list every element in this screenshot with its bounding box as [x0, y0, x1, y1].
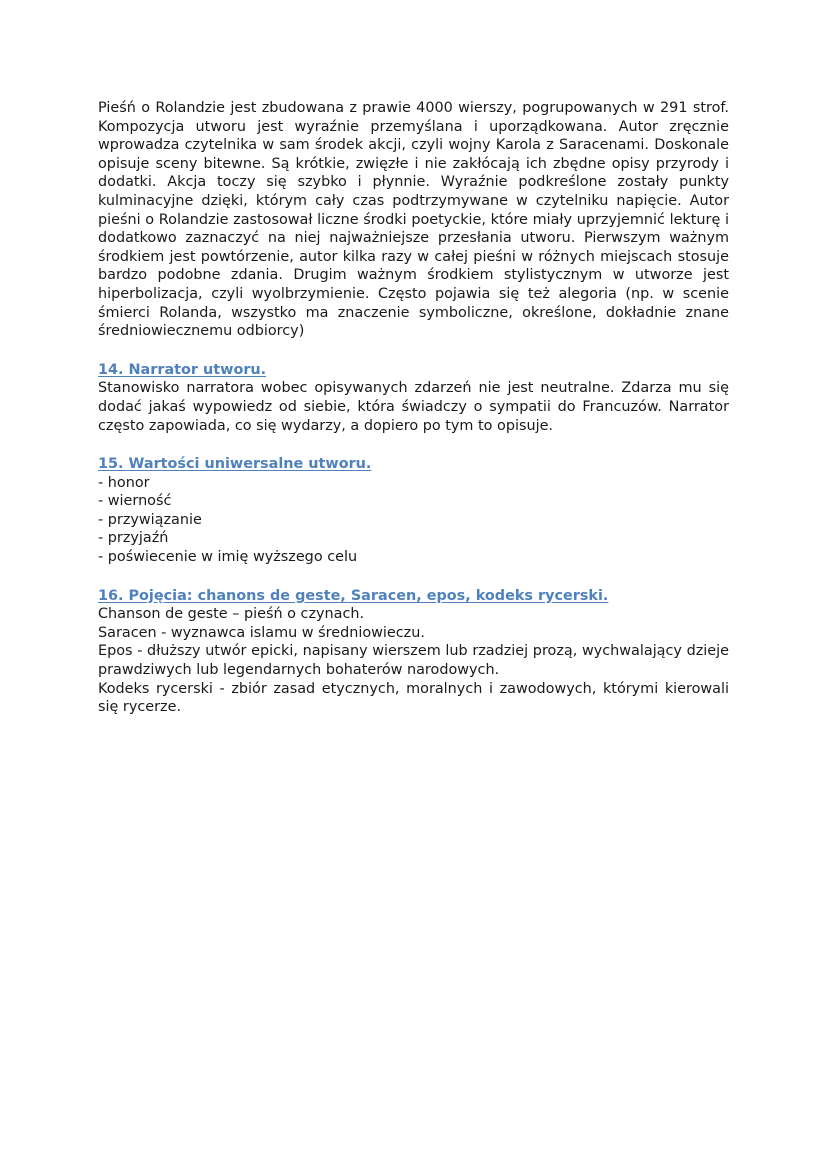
list-item: - przyjaźń: [98, 529, 729, 548]
section-16-heading: 16. Pojęcia: chanons de geste, Saracen, epos, kodeks rycerski.: [98, 587, 609, 604]
intro-paragraph: Pieśń o Rolandzie jest zbudowana z prawie 4000 wierszy, pogrupowanych w 291 strof. Kompozycja utworu jest wyraźnie przemyślana i uporządkowana. Autor zręcznie wprowadza czytelnika w sam środek akcji, czyli wojny Karola z Saracenami. Doskonale opisuje sceny bitewne. Są krótkie, zwięzłe i nie zakłócają ich zbędne opisy przyrody i dodatki. Akcja toczy się szybko i płynnie. Wyraźnie podkreślone zostały punkty kulminacyjne dzięki, którym cały czas podtrzymywane w czytelniku napięcie. Autor pieśni o Rolandzie zastosował liczne środki poetyckie, które miały uprzyjemnić lekturę i dodatkowo zaznaczyć na niej najważniejsze przesłania utworu. Pierwszym ważnym środkiem jest powtórzenie, autor kilka razy w całej pieśni w różnych miejscach stosuje bardzo podobne zdania. Drugim ważnym środkiem stylistycznym w utworze jest hiperbolizacja, czyli wyolbrzymienie. Często pojawia się też alegoria (np. w scenie śmierci Rolanda, wszystko ma znaczenie symboliczne, określone, dokładnie znane średniowiecznemu odbiorcy): [98, 100, 729, 340]
definition-kodeks: Kodeks rycerski - zbiór zasad etycznych, moralnych i zawodowych, którymi kierowali się rycerze.: [98, 680, 729, 716]
definition-chanson: Chanson de geste – pieśń o czynach.: [98, 606, 365, 623]
section-values: [98, 455, 729, 567]
section-14-text: Stanowisko narratora wobec opisywanych zdarzeń nie jest neutralne. Zdarza mu się dodać jakaś wypowiedz od siebie, która świadczy o sympatii do Francuzów. Narrator często zapowiada, co się wydarzy, a dopiero po tym to opisuje.: [98, 380, 729, 434]
list-item: - honor: [98, 474, 729, 493]
section-15-heading: 15. Wartości uniwersalne utworu.: [98, 456, 372, 473]
list-item: - poświecenie w imię wyższego celu: [98, 548, 729, 567]
list-item: - przywiązanie: [98, 511, 729, 530]
section-14-heading: 14. Narrator utworu.: [98, 361, 267, 378]
section-narrator: [98, 361, 729, 435]
section-concepts: [98, 587, 729, 717]
definition-saracen: Saracen - wyznawca islamu w średniowieczu.: [98, 624, 425, 641]
values-list: [98, 474, 729, 567]
list-item: - wierność: [98, 492, 729, 511]
definition-epos: Epos - dłuższy utwór epicki, napisany wierszem lub rzadziej prozą, wychwalający dzieje prawdziwych lub legendarnych bohaterów narodowych.: [98, 643, 729, 679]
document-page: [98, 99, 729, 717]
